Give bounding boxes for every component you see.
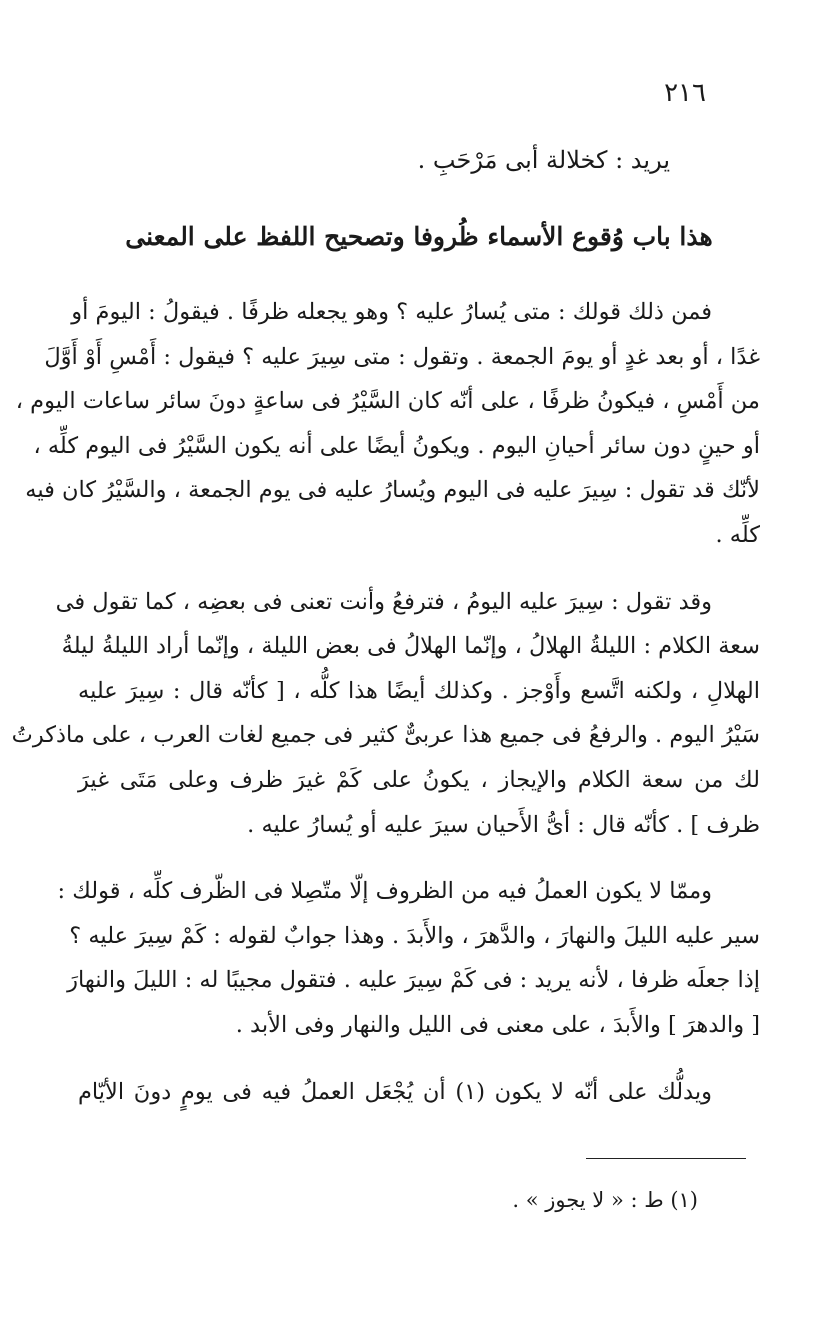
body-text [11,290,760,1136]
paragraph [15,290,760,558]
text-line: لأنّك قد تقول : سِيرَ عليه فى اليوم ويُسارُ عليه فى يوم الجمعة ، والسَّيْرُ كان فيه [25,477,760,504]
page-number: ٢١٦ [664,78,706,108]
text-line: ظرف ] . كأنّه قال : أىُّ الأَحيان سيرَ عليه أو يُسارُ عليه . [247,811,760,838]
verse-line: يريد : كخلالة أبى مَرْحَبِ . [417,146,670,174]
footnote-divider [586,1158,746,1159]
text-line: سعة الكلام : الليلةُ الهلالُ ، وإنّما الهلالُ فى بعض الليلة ، وإنّما أراد الليلةُ ليلةُ [61,633,760,660]
text-line: إذا جعلَه ظرفا ، لأنه يريد : فى كَمْ سِيرَ عليه . فتقول مجيبًا له : الليلَ والنهارَ [67,967,760,994]
text-line: سَيْرُ اليوم . والرفعُ فى جميع هذا عربىٌّ كثير فى جميع لغات العرب ، على ماذكرتُ [11,722,760,749]
text-line: كلِّه . [715,521,760,548]
section-heading: هذا باب وُقوع الأسماء ظُروفا وتصحيح اللفظ على المعنى [125,222,713,251]
text-line: لك من سعة الكلام والإيجاز ، يكونُ على كَمْ غيرَ ظرف وعلى مَتَى غيرَ [78,766,760,793]
paragraph [78,1070,760,1115]
text-line: فمن ذلك قولك : متى يُسارُ عليه ؟ وهو يجعله ظرفًا . فيقولُ : اليومَ أو [71,299,712,325]
text-line: أو حينٍ دون سائر أحيانِ اليوم . ويكونُ أيضًا على أنه يكون السَّيْرُ فى اليوم كلِّه ، [33,432,760,459]
text-line: غدًا ، أو بعد غدٍ أو يومَ الجمعة . وتقول : متى سِيرَ عليه ؟ فيقول : أَمْسِ أَوْ أَوَّلَ [44,343,760,370]
text-line: وقد تقول : سِيرَ عليه اليومُ ، فترفعُ وأنت تعنى فى بعضِه ، كما تقول فى [55,588,712,615]
text-line: سير عليه الليلَ والنهارَ ، والدَّهرَ ، والأَبدَ . وهذا جوابٌ لقوله : كَمْ سِيرَ عليه ؟ [69,922,760,949]
text-line: ويدلُّك على أنّه لا يكون (١) أن يُجْعَل العملُ فيه فى يومٍ دونَ الأيّام [78,1078,712,1105]
paragraph [57,869,760,1047]
text-line: [ والدهرَ ] والأَبدَ ، على معنى فى الليل والنهار وفى الأبد . [235,1011,760,1038]
text-line: وممّا لا يكون العملُ فيه من الظروف إلّا متّصِلا فى الظّرف كلِّه ، قولك : [57,878,712,905]
text-line: من أَمْسِ ، فيكونُ ظرفًا ، على أنّه كان السَّيْرُ فى ساعةٍ دونَ سائر ساعات اليوم ، [15,388,760,415]
footnote: (١) ط : « لا يجوز » . [512,1188,698,1212]
text-line: الهلالِ ، ولكنه اتَّسع وأَوْجز . وكذلك أيضًا هذا كلُّه ، [ كأنّه قال : سِيرَ عليه [78,677,760,704]
paragraph [11,580,760,848]
